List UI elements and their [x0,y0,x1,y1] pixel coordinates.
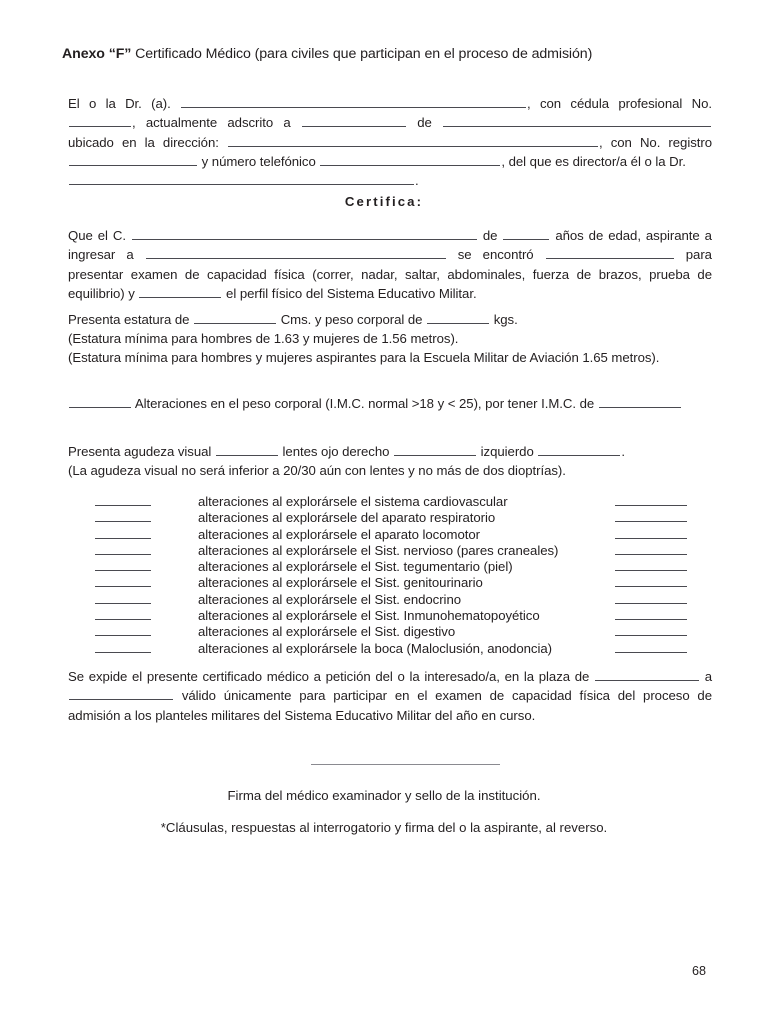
table-row [68,494,712,510]
agudeza-note: (La agudeza visual no será inferior a 20/30 aún con lentes y no más de dos dioptrías). [68,463,566,479]
blank-alteration-left[interactable] [95,592,151,604]
intro-text-6: , con No. registro [598,134,712,150]
agudeza-text-2: lentes ojo derecho [282,444,390,459]
blank-place[interactable] [595,668,699,681]
closing-text-2: a [704,669,712,684]
blank-alteration-left[interactable] [95,576,151,588]
signature-caption: Firma del médico examinador y sello de la institución. [227,788,541,803]
intro-text-1: El o la Dr. (a). [68,96,171,111]
alteration-label: alteraciones al explorársele la boca (Maloclusión, anodoncia) [198,640,552,656]
body1-text-6: el perfil físico del Sistema Educativo Militar. [226,285,477,301]
table-row [68,608,712,624]
table-row [68,527,712,543]
blank-alteration-right[interactable] [615,625,687,637]
blank-alteration-right[interactable] [615,576,687,588]
alteration-label: alteraciones al explorársele el aparato locomotor [198,526,480,542]
body1-text-3: años de edad, aspirante a ingresar a [68,228,712,263]
blank-school[interactable] [146,246,446,259]
intro-text-3: , actualmente adscrito a [132,115,291,131]
estatura-note-2: (Estatura mínima para hombres y mujeres aspirantes para la Escuela Militar de Aviación 1.65 metros). [68,350,660,365]
aviation-height-note [68,348,712,367]
intro-paragraph [68,94,712,190]
blank-alteration-left[interactable] [95,527,151,539]
table-row [68,641,712,657]
estatura-text-2: Cms. y peso corporal de [280,312,423,327]
blank-left-eye[interactable] [538,443,620,456]
imc-text: Alteraciones en el peso corporal (I.M.C. normal >18 y < 25), por tener I.M.C. de [134,396,595,411]
intro-text-8: , del que es director/a él o la Dr. [501,153,686,169]
alteration-label: alteraciones al explorársele el Sist. genitourinario [198,575,483,591]
alteration-label: alteraciones al explorársele del aparato respiratorio [198,510,496,526]
page-title [62,45,712,64]
blank-visual-lenses[interactable] [216,443,278,456]
agudeza-text-3: izquierdo [480,444,534,459]
alteration-label: alteraciones al explorársele el Sist. endocrino [198,591,462,607]
blank-alteration-right[interactable] [615,510,687,522]
certifica-heading: Certifica: [344,194,424,209]
intro-text-4: de [417,115,432,131]
estatura-text-3: kgs. [493,312,518,327]
blank-alteration-left[interactable] [95,625,151,637]
blank-date[interactable] [69,687,173,700]
alteration-label: alteraciones al explorársele el Sist. Inmunohematopoyético [198,608,540,624]
blank-alteration-left[interactable] [95,559,151,571]
blank-alteration-left[interactable] [95,510,151,522]
blank-weight-kgs[interactable] [427,311,489,324]
blank-alteration-right[interactable] [615,494,687,506]
blank-alteration-left[interactable] [95,608,151,620]
blank-alteration-right[interactable] [615,559,687,571]
blank-alteration-right[interactable] [615,543,687,555]
blank-candidate-name[interactable] [132,227,477,240]
height-weight-block [68,310,712,349]
alteration-label: alteraciones al explorársele el Sist. nervioso (pares craneales) [198,542,559,558]
estatura-text-1: Presenta estatura de [68,312,190,327]
table-row [68,575,712,591]
estatura-note-1: (Estatura mínima para hombres de 1.63 y mujeres de 1.56 metros). [68,331,459,347]
intro-text-2: , con cédula profesional No. [527,96,712,111]
body1-text-1: Que el C. [68,228,126,243]
blank-professional-license[interactable] [69,114,131,127]
blank-alteration-right[interactable] [615,527,687,539]
intro-text-7: y número telefónico [201,153,316,169]
table-row [68,510,712,526]
blank-condition[interactable] [546,246,674,259]
alteration-label: alteraciones al explorársele el Sist. digestivo [198,624,456,640]
agudeza-text-1: Presenta agudeza visual [68,444,212,459]
closing-text-1: Se expide el presente certificado médico a petición del o la interesado/a, en la plaza de [68,669,590,684]
blank-alteration-right[interactable] [615,641,687,653]
page-number: 68 [691,964,706,978]
blank-phone-number[interactable] [320,153,500,166]
blank-age[interactable] [503,227,549,240]
table-row [68,543,712,559]
blank-doctor-name[interactable] [181,95,526,108]
blank-address[interactable] [228,133,598,146]
blank-alteration-right[interactable] [615,608,687,620]
closing-text-3: válido únicamente para participar en el examen de capacidad física del proceso de admisión a los planteles militares del Sistema Educativo Militar del año en curso. [68,688,712,723]
alteration-label: alteraciones al explorársele el sistema cardiovascular [198,494,508,509]
table-row [68,559,712,575]
blank-alteration-left[interactable] [95,543,151,555]
blank-alteration-left[interactable] [95,494,151,506]
imc-line [68,394,712,413]
intro-text-5: ubicado en la dirección: [68,134,219,150]
closing-paragraph [68,667,712,725]
page-title-annex: Anexo “F” [62,46,132,62]
page-title-rest: Certificado Médico (para civiles que participan en el proceso de admisión) [131,46,593,62]
signature-line[interactable] [311,764,500,765]
table-row [68,624,712,640]
blank-alteration-left[interactable] [95,641,151,653]
table-row [68,592,712,608]
blank-imc-value[interactable] [599,395,681,408]
certifies-paragraph [68,226,712,303]
blank-profile-verb[interactable] [139,285,221,298]
blank-imc-alterations[interactable] [69,395,131,408]
blank-institution[interactable] [443,114,711,127]
blank-registry-number[interactable] [69,153,197,166]
intro-text-9: . [415,173,419,189]
blank-director-name[interactable] [69,172,414,185]
alterations-list [68,494,712,657]
signature-note: *Cláusulas, respuestas al interrogatorio y firma del o la aspirante, al reverso. [160,820,608,835]
blank-alteration-right[interactable] [615,592,687,604]
body1-text-4: se encontró [457,247,534,263]
visual-acuity-block [68,442,712,481]
body1-text-2: de [482,228,498,243]
agudeza-text-4: . [621,444,625,459]
blank-right-eye[interactable] [394,443,476,456]
alteration-label: alteraciones al explorársele el Sist. tegumentario (piel) [198,559,513,575]
blank-height-cms[interactable] [194,311,276,324]
body1-text-5: para presentar examen de capacidad física (correr, nadar, saltar, abdominales, fuerza de brazos, prueba de equilibrio) y [68,247,712,301]
blank-assigned-to[interactable] [302,114,406,127]
